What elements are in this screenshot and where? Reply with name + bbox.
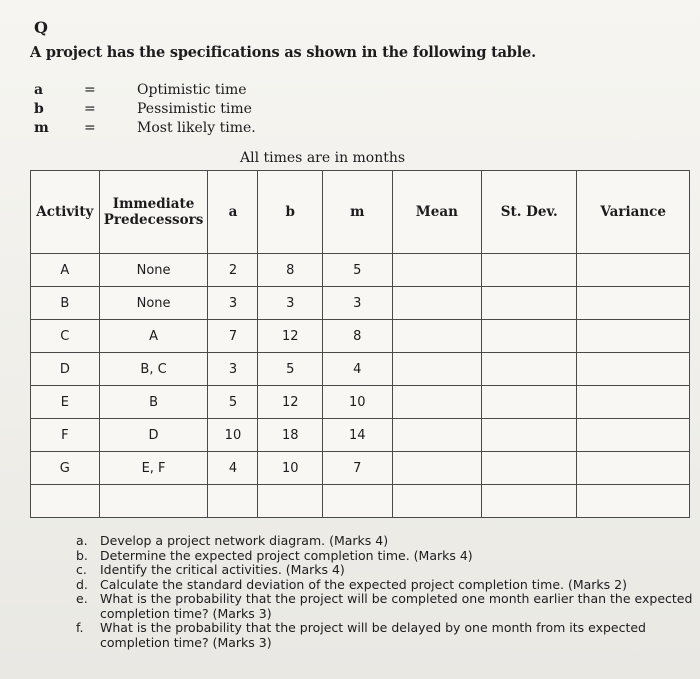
cell-m: 3: [323, 287, 392, 320]
table-row: [31, 320, 690, 353]
table-header-row: [31, 171, 690, 254]
cell-activity: [31, 485, 100, 518]
question-letter: e.: [76, 591, 88, 606]
cell-st-dev: [482, 386, 577, 419]
cell-variance: [577, 419, 690, 452]
cell-mean: [392, 353, 482, 386]
header-m: m: [323, 171, 392, 254]
cell-st-dev: [482, 353, 577, 386]
cell-variance: [577, 287, 690, 320]
cell-a: 7: [208, 320, 258, 353]
cell-variance: [577, 320, 690, 353]
question-item: [76, 592, 696, 621]
cell-a: 4: [208, 452, 258, 485]
definition-equals: =: [84, 120, 96, 136]
header-variance: Variance: [577, 171, 690, 254]
cell-b: 12: [258, 386, 323, 419]
definition-symbol: b: [34, 101, 44, 117]
cell-mean: [392, 254, 482, 287]
definition-equals: =: [84, 82, 96, 98]
cell-m: 5: [323, 254, 392, 287]
cell-a: 3: [208, 287, 258, 320]
definition-equals: =: [84, 101, 96, 117]
cell-mean: [392, 320, 482, 353]
question-item: [76, 534, 696, 549]
table-row: [31, 419, 690, 452]
cell-activity: E: [31, 386, 100, 419]
question-letter: f.: [76, 620, 84, 635]
cell-mean: [392, 287, 482, 320]
cell-b: 8: [258, 254, 323, 287]
cell-m: 10: [323, 386, 392, 419]
cell-st-dev: [482, 419, 577, 452]
cell-a: 2: [208, 254, 258, 287]
question-letter: d.: [76, 576, 88, 592]
question-text: What is the probability that the project will be completed one month earlier than the expected completion time? (Marks 3): [100, 591, 693, 621]
cell-mean: [392, 452, 482, 485]
units-note: All times are in months: [240, 150, 406, 166]
header-mean: Mean: [392, 171, 482, 254]
intro-text: A project has the specifications as shown in the following table.: [30, 44, 536, 61]
cell-variance: [577, 485, 690, 518]
question-letter: c.: [76, 562, 87, 577]
cell-a: [208, 485, 258, 518]
cell-st-dev: [482, 254, 577, 287]
cell-activity: A: [31, 254, 100, 287]
cell-a: 5: [208, 386, 258, 419]
cell-activity: B: [31, 287, 100, 320]
definition-text: Pessimistic time: [137, 101, 252, 117]
cell-b: [258, 485, 323, 518]
question-item: [76, 621, 696, 650]
table-row: [31, 452, 690, 485]
cell-predecessors: [99, 485, 208, 518]
header-activity: Activity: [31, 171, 100, 254]
question-item: [76, 578, 696, 593]
question-text: Identify the critical activities. (Marks 4): [100, 562, 345, 577]
definition-symbol: a: [34, 82, 44, 98]
cell-m: 7: [323, 452, 392, 485]
cell-predecessors: B: [99, 386, 208, 419]
cell-predecessors: None: [99, 254, 208, 287]
cell-st-dev: [482, 485, 577, 518]
table-row: [31, 254, 690, 287]
cell-mean: [392, 419, 482, 452]
cell-m: 14: [323, 419, 392, 452]
cell-b: 12: [258, 320, 323, 353]
question-list: [76, 534, 696, 650]
cell-activity: D: [31, 353, 100, 386]
cell-predecessors: A: [99, 320, 208, 353]
cell-predecessors: B, C: [99, 353, 208, 386]
cell-m: 8: [323, 320, 392, 353]
definition-text: Optimistic time: [137, 82, 247, 98]
cell-b: 5: [258, 353, 323, 386]
header-st-dev: St. Dev.: [482, 171, 577, 254]
cell-b: 18: [258, 419, 323, 452]
cell-a: 10: [208, 419, 258, 452]
cell-st-dev: [482, 452, 577, 485]
question-text: What is the probability that the project will be delayed by one month from its expected completion time? (Marks 3): [100, 620, 646, 650]
table-row: [31, 386, 690, 419]
question-marker: Q: [34, 18, 48, 37]
cell-m: 4: [323, 353, 392, 386]
question-item: [76, 549, 696, 564]
cell-predecessors: D: [99, 419, 208, 452]
cell-a: 3: [208, 353, 258, 386]
cell-predecessors: E, F: [99, 452, 208, 485]
cell-mean: [392, 386, 482, 419]
cell-b: 10: [258, 452, 323, 485]
question-letter: b.: [76, 547, 88, 563]
definition-text: Most likely time.: [137, 120, 256, 136]
header-a: a: [208, 171, 258, 254]
cell-variance: [577, 254, 690, 287]
cell-activity: G: [31, 452, 100, 485]
cell-activity: C: [31, 320, 100, 353]
definition-symbol: m: [34, 120, 49, 136]
table-row: [31, 353, 690, 386]
question-text: Develop a project network diagram. (Marks 4): [100, 533, 389, 548]
question-item: [76, 563, 696, 578]
cell-variance: [577, 386, 690, 419]
specification-table: [30, 170, 690, 518]
cell-b: 3: [258, 287, 323, 320]
cell-st-dev: [482, 320, 577, 353]
cell-variance: [577, 353, 690, 386]
cell-variance: [577, 452, 690, 485]
cell-mean: [392, 485, 482, 518]
question-letter: a.: [76, 533, 88, 548]
question-text: Calculate the standard deviation of the expected project completion time. (Marks 2): [100, 576, 627, 592]
header-b: b: [258, 171, 323, 254]
cell-m: [323, 485, 392, 518]
table-row-empty: [31, 485, 690, 518]
question-text: Determine the expected project completion time. (Marks 4): [100, 547, 473, 563]
cell-activity: F: [31, 419, 100, 452]
header-predecessors: Immediate Predecessors: [99, 171, 208, 254]
table-row: [31, 287, 690, 320]
cell-st-dev: [482, 287, 577, 320]
cell-predecessors: None: [99, 287, 208, 320]
